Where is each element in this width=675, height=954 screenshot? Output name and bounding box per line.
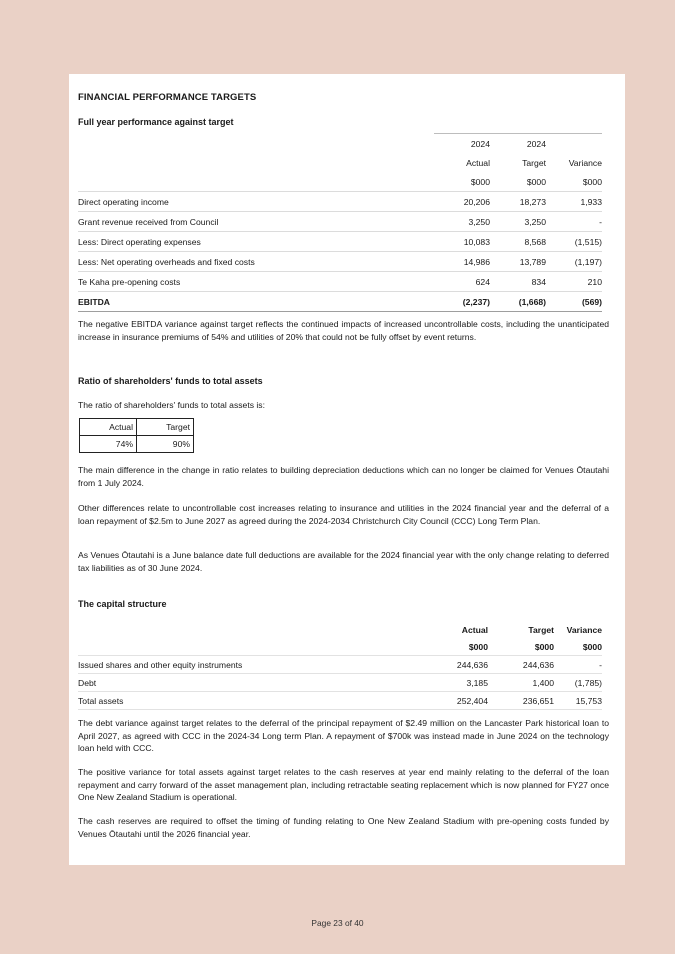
cap-unit-variance: $000 [554,638,602,656]
table-row [78,232,602,252]
row-variance: (1,197) [546,252,602,272]
row-actual: 244,636 [422,656,488,674]
table-header-row [78,638,602,656]
capital-paragraph-1: The debt variance against target relates to the deferral of the principal repayment of $2.49 million on the Lancaster Park historical loan to April 2027, as agreed with CCC in the 2024-34 Long term Plan. A repayment of $700k was instead made in June 2024 on the technology loan held with CCC. [78,718,609,754]
section-title-performance: Full year performance against target [78,117,234,127]
row-actual: 14,986 [434,252,490,272]
table-header-row [78,172,602,192]
table-row [78,212,602,232]
table-row [78,692,602,710]
table-row [78,192,602,212]
row-actual: 252,404 [422,692,488,710]
ebitda-note: The negative EBITDA variance against target reflects the continued impacts of increased uncontrollable costs, including the unanticipated increase in insurance premiums of 54% and utilities of 20% that could not be fully offset by event returns. [78,319,609,342]
capital-table [78,621,602,710]
table-row [80,436,194,453]
row-actual: 624 [434,272,490,292]
header-unit-actual: $000 [434,172,490,192]
ratio-paragraph-2: Other differences relate to uncontrollable cost increases relating to insurance and utilities in the 2024 financial year and the deferral of a loan repayment of $2.5m to June 2027 as agreed during the 2024-2034 Christchurch City Council (CCC) Long Term Plan. [78,503,609,526]
table-row [78,252,602,272]
ratio-table [79,418,194,453]
table-header-row [78,153,602,172]
page-heading: FINANCIAL PERFORMANCE TARGETS [78,92,257,103]
header-year-actual: 2024 [434,134,490,154]
row-actual: 3,250 [434,212,490,232]
total-target: (1,668) [490,292,546,312]
section-title-capital: The capital structure [78,599,167,609]
header-actual: Actual [466,157,490,168]
cap-unit-target: $000 [488,638,554,656]
table-row [78,272,602,292]
row-actual: 10,083 [434,232,490,252]
ratio-value-target: 90% [137,436,194,453]
ratio-paragraph-3: As Venues Ōtautahi is a June balance date full deductions are available for the 2024 financial year with the only change relating to deferred tax liabilities as of 30 June 2024. [78,550,609,573]
cap-unit-actual: $000 [422,638,488,656]
capital-paragraph-3: The cash reserves are required to offset the timing of funding relating to One New Zealand Stadium with pre-opening costs funded by Venues Ōtautahi until the 2026 financial year. [78,816,609,839]
row-target: 13,789 [490,252,546,272]
table-row [80,419,194,436]
cap-header-actual: Actual [461,624,488,635]
total-actual: (2,237) [434,292,490,312]
capital-paragraph-2: The positive variance for total assets against target relates to the cash reserves at year end mainly relating to the deferral of the loan repayment and carry forward of the asset management plan, including retractable seating replacement which is now planned for FY27 once One New Zealand Stadium is operational. [78,767,609,803]
row-actual: 3,185 [422,674,488,692]
row-label: Grant revenue received from Council [78,212,434,232]
row-target: 8,568 [490,232,546,252]
row-label: Debt [78,674,422,692]
row-label: Less: Net operating overheads and fixed costs [78,252,434,272]
table-header-row [78,621,602,638]
ratio-header-target: Target [137,419,194,436]
ratio-value-actual: 74% [80,436,137,453]
row-label: Te Kaha pre-opening costs [78,272,434,292]
row-variance: - [554,656,602,674]
table-row [78,674,602,692]
row-variance: 1,933 [546,192,602,212]
header-year-variance [546,134,602,154]
row-variance: (1,785) [554,674,602,692]
row-target: 244,636 [488,656,554,674]
performance-table [78,133,602,312]
header-variance: Variance [568,157,602,168]
row-target: 1,400 [488,674,554,692]
row-actual: 20,206 [434,192,490,212]
row-target: 3,250 [490,212,546,232]
row-label: Direct operating income [78,192,434,212]
table-header-row [78,134,602,154]
row-target: 18,273 [490,192,546,212]
row-target: 834 [490,272,546,292]
ratio-header-actual: Actual [80,419,137,436]
header-target: Target [522,157,546,168]
total-label: EBITDA [78,292,434,312]
row-variance: (1,515) [546,232,602,252]
header-year-target: 2024 [490,134,546,154]
row-variance: - [546,212,602,232]
ratio-intro: The ratio of shareholders' funds to total assets is: [78,400,265,410]
document-page [69,74,625,865]
row-target: 236,651 [488,692,554,710]
total-row [78,292,602,312]
ratio-paragraph-1: The main difference in the change in ratio relates to building depreciation deductions which can no longer be claimed for Venues Ōtautahi from 1 July 2024. [78,465,609,488]
section-title-ratio: Ratio of shareholders' funds to total assets [78,376,263,386]
row-label: Less: Direct operating expenses [78,232,434,252]
row-label: Issued shares and other equity instruments [78,656,422,674]
page-number: Page 23 of 40 [311,918,364,928]
row-label: Total assets [78,692,422,710]
cap-header-variance: Variance [566,624,602,635]
row-variance: 15,753 [554,692,602,710]
cap-header-target: Target [528,624,554,635]
table-row [78,656,602,674]
row-variance: 210 [546,272,602,292]
header-unit-target: $000 [490,172,546,192]
total-variance: (569) [546,292,602,312]
header-unit-variance: $000 [546,172,602,192]
